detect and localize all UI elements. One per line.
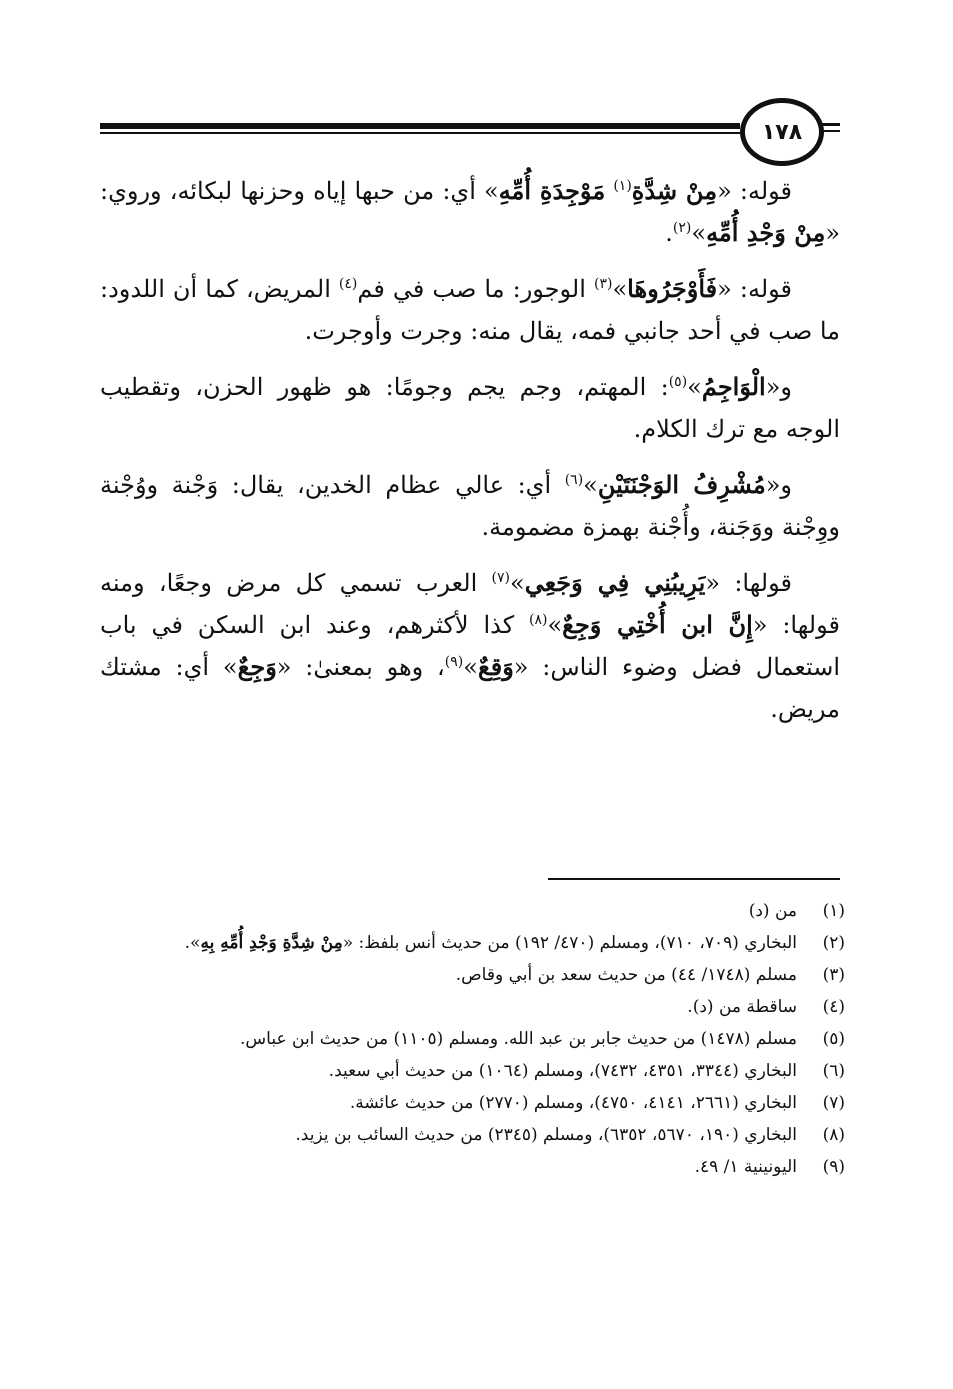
- footnote: [100, 991, 845, 1023]
- text-run: »: [687, 373, 702, 401]
- paragraph: [100, 170, 840, 254]
- page-number-badge: [740, 98, 824, 166]
- text-run: البخاري (٣٣٤٤، ٤٣٥١، ٧٤٣٢)، ومسلم (١٠٦٤) من حديث أبي سعيد.: [328, 1061, 797, 1081]
- text-run: قوله: «: [717, 275, 793, 303]
- text-run: قوله: «: [717, 177, 793, 205]
- bold-term: وَجِعٌ: [237, 652, 277, 681]
- footnotes-list: [100, 895, 845, 1183]
- page-number: ١٧٨: [761, 119, 803, 145]
- text-run: البخاري (٧٠٩، ٧١٠)، ومسلم (٤٧٠/ ١٩٢) من حديث أنس بلفظ: «: [342, 933, 797, 953]
- footnote-number: (٧): [822, 1093, 845, 1113]
- text-run: » أي: من حبها إياه وحزنها لبكائه، وروي: «: [100, 177, 840, 247]
- text-run: مسلم (١٧٤٨/ ٤٤) من حديث سعد بن أبي وقاص.: [455, 965, 797, 985]
- text-run: »: [691, 219, 707, 247]
- text-run: » أي: مشتك مريض.: [100, 653, 840, 723]
- footnote-separator: [548, 878, 840, 880]
- bold-term: مِنْ وَجْدِ أُمِّهِ: [706, 218, 826, 247]
- bold-term: يَرِيبُنِي فِي وَجَعِي: [524, 568, 706, 597]
- text-run: ، وهو بمعنىٰ: «: [276, 653, 445, 681]
- footnote-ref: (٥): [668, 374, 688, 390]
- bold-term: وَقِعٌ: [477, 652, 514, 681]
- footnote: [100, 927, 845, 959]
- text-run: .: [665, 219, 673, 247]
- bold-term: فَأَوْجَرُوهَا: [627, 274, 718, 303]
- text-run: و«: [765, 373, 792, 401]
- footnote-number: (٥): [822, 1029, 845, 1049]
- footnote-ref: (٣): [593, 276, 613, 292]
- footnote-ref: (٧): [491, 570, 511, 586]
- text-run: »: [547, 611, 563, 639]
- paragraph: [100, 268, 840, 352]
- text-run: »: [463, 653, 478, 681]
- footnote: [100, 1055, 845, 1087]
- text-run: و«: [765, 471, 793, 499]
- footnote-number: (٩): [822, 1157, 845, 1177]
- paragraph: [100, 366, 840, 450]
- footnote: [100, 1151, 845, 1183]
- main-text: [100, 170, 840, 744]
- footnote-ref: (٦): [564, 472, 584, 488]
- paragraph: [100, 562, 840, 730]
- footnote-ref: (١): [613, 178, 632, 194]
- text-run: البخاري (٢٦٦١، ٤١٤١، ٤٧٥٠)، ومسلم (٢٧٧٠) من حديث عائشة.: [349, 1093, 797, 1113]
- footnote-number: (٦): [822, 1061, 845, 1081]
- bold-term: مَوْجِدَةِ أُمِّهِ: [498, 176, 606, 205]
- footnote: [100, 959, 845, 991]
- footnote-number: (٣): [822, 965, 845, 985]
- bold-term: مِنْ شِدَّةِ وَجْدِ أُمِّهِ بِهِ: [200, 933, 343, 953]
- text-run: »: [612, 275, 628, 303]
- text-run: »: [510, 569, 525, 597]
- footnote-ref: (٤): [338, 276, 358, 292]
- footnote: [100, 895, 845, 927]
- text-run: العرب تسمي كل مرض وجعًا، ومنه قولها: «: [100, 569, 840, 639]
- text-run: قولها: «: [705, 569, 792, 597]
- footnote: [100, 1119, 845, 1151]
- text-run: كذا لأكثرهم، وعند ابن السكن في باب استعمال فضل وضوء الناس: «: [100, 611, 840, 681]
- bold-term: الْوَاجِمُ: [701, 372, 766, 401]
- text-run: البخاري (١٩٠، ٥٦٧٠، ٦٣٥٢)، ومسلم (٢٣٤٥) من حديث السائب بن يزيد.: [295, 1125, 797, 1145]
- footnote-number: (١): [822, 901, 845, 921]
- text-run: اليونينية ١/ ٤٩.: [694, 1157, 797, 1177]
- text-run: الوجور: ما صب في فم: [357, 275, 594, 303]
- text-run: ».: [184, 933, 201, 953]
- header-rule: [100, 123, 740, 129]
- text-run: أي: عالي عظام الخدين، يقال: وَجْنة ووُجْنة ووِجْنة ووَجَنة، وأُجْنة بهمزة مضمومة.: [100, 471, 840, 541]
- bold-term: مِنْ شِدَّةِ: [631, 176, 718, 205]
- paragraph: [100, 464, 840, 548]
- footnote-ref: (٢): [672, 220, 692, 236]
- footnote-ref: (٩): [444, 654, 464, 670]
- text-run: مسلم (١٤٧٨) من حديث جابر بن عبد الله. ومسلم (١١٠٥) من حديث ابن عباس.: [239, 1029, 797, 1049]
- footnote-number: (٨): [822, 1125, 845, 1145]
- text-run: : المهتم، وجم يجم وجومًا: هو ظهور الحزن، وتقطيب الوجه مع ترك الكلام.: [100, 373, 840, 443]
- text-run: »: [583, 471, 598, 499]
- text-run: من (د): [748, 901, 797, 921]
- bold-term: إِنَّ ابن أُخْتِي وَجِعٌ: [562, 610, 753, 639]
- bold-term: مُشْرِفُ الوَجْنَتَيْنِ: [597, 470, 766, 499]
- text-run: ساقطة من (د).: [687, 997, 797, 1017]
- text-run: المريض، كما أن اللدود: ما صب في أحد جانبي فمه، يقال منه: وجرت وأوجرت.: [100, 275, 840, 345]
- footnote-number: (٢): [822, 933, 845, 953]
- footnote: [100, 1023, 845, 1055]
- header-rule-thin: [100, 132, 740, 134]
- footnote: [100, 1087, 845, 1119]
- footnote-ref: (٨): [529, 612, 548, 628]
- footnote-number: (٤): [822, 997, 845, 1017]
